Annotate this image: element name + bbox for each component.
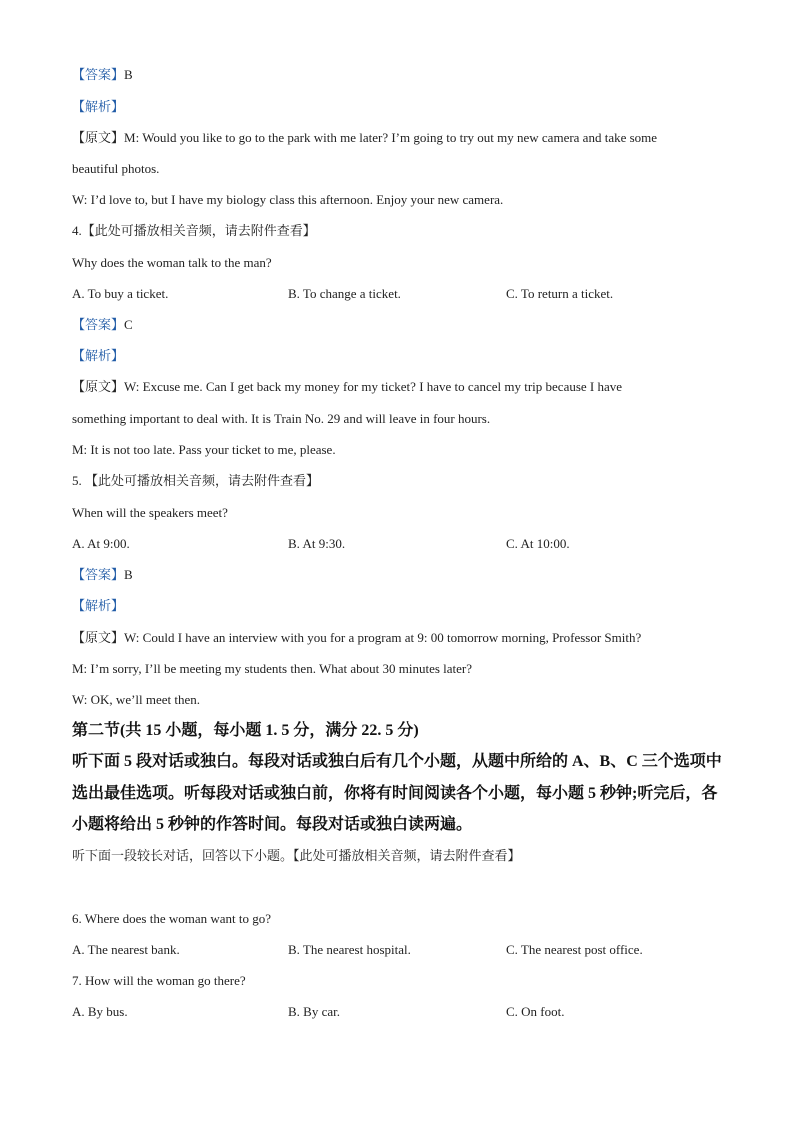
option-c: C. To return a ticket. (506, 286, 614, 301)
question-text: Why does the woman talk to the man? (72, 255, 272, 270)
transcript-line (72, 129, 657, 147)
transcript-line: something important to deal with. It is Train No. 29 and will leave in four hours. (72, 411, 491, 426)
question-text: When will the speakers meet? (72, 505, 228, 520)
option-a: A. By bus. (72, 1004, 128, 1019)
answer-tag: 【答案】 (72, 317, 125, 332)
answer-line (72, 566, 133, 584)
transcript-tag: 【原文】 (72, 379, 125, 394)
audio-prompt: 听下面一段较长对话，回答以下小题。【此处可播放相关音频，请去附件查看】 (72, 848, 521, 863)
transcript-text: W: Could I have an interview with you for a program at 9: 00 tomorrow morning, Professor Smith? (124, 630, 642, 645)
answer-line (72, 66, 133, 84)
answer-tag: 【答案】 (72, 567, 125, 582)
audio-prompt: 5. 【此处可播放相关音频，请去附件查看】 (72, 473, 320, 488)
audio-prompt: 4.【此处可播放相关音频，请去附件查看】 (72, 223, 316, 238)
analysis-tag: 【解析】 (72, 598, 125, 613)
option-b: B. At 9:30. (288, 536, 346, 551)
analysis-tag: 【解析】 (72, 99, 125, 114)
transcript-line: W: OK, we’ll meet then. (72, 692, 201, 707)
option-a: A. To buy a ticket. (72, 286, 169, 301)
question-text: 6. Where does the woman want to go? (72, 911, 272, 926)
transcript-tag: 【原文】 (72, 130, 125, 145)
transcript-text: W: Excuse me. Can I get back my money for my ticket? I have to cancel my trip because I have (124, 379, 623, 394)
question-text: 7. How will the woman go there? (72, 973, 246, 988)
analysis-line (72, 98, 124, 116)
section-heading: 第二节(共 15 小题，每小题 1. 5 分，满分 22. 5 分) (72, 722, 419, 739)
option-c: C. The nearest post office. (506, 942, 643, 957)
answer-value: B (124, 567, 133, 582)
section-instructions: 选出最佳选项。听每段对话或独白前，你将有时间阅读各个小题，每小题 5 秒钟;听完后，各 (72, 785, 718, 802)
option-c: C. At 10:00. (506, 536, 570, 551)
answer-tag: 【答案】 (72, 67, 125, 82)
analysis-line (72, 597, 124, 615)
transcript-line: W: I’d love to, but I have my biology class this afternoon. Enjoy your new camera. (72, 192, 504, 207)
analysis-line (72, 347, 124, 365)
analysis-tag: 【解析】 (72, 348, 125, 363)
section-instructions: 听下面 5 段对话或独白。每段对话或独白后有几个小题，从题中所给的 A、B、C 三个选项中 (72, 753, 722, 770)
option-b: B. By car. (288, 1004, 340, 1019)
transcript-line (72, 629, 641, 647)
transcript-line: M: It is not too late. Pass your ticket to me, please. (72, 442, 336, 457)
section-instructions: 小题将给出 5 秒钟的作答时间。每段对话或独白读两遍。 (72, 816, 473, 833)
transcript-line (72, 378, 622, 396)
option-a: A. The nearest bank. (72, 942, 180, 957)
transcript-text: M: Would you like to go to the park with me later? I’m going to try out my new camera and take some (124, 130, 658, 145)
answer-value: B (124, 67, 133, 82)
answer-value: C (124, 317, 133, 332)
option-c: C. On foot. (506, 1004, 565, 1019)
option-a: A. At 9:00. (72, 536, 130, 551)
option-b: B. The nearest hospital. (288, 942, 411, 957)
answer-line (72, 316, 133, 334)
transcript-tag: 【原文】 (72, 630, 125, 645)
option-b: B. To change a ticket. (288, 286, 401, 301)
transcript-line: M: I’m sorry, I’ll be meeting my students then. What about 30 minutes later? (72, 661, 473, 676)
transcript-line: beautiful photos. (72, 161, 160, 176)
